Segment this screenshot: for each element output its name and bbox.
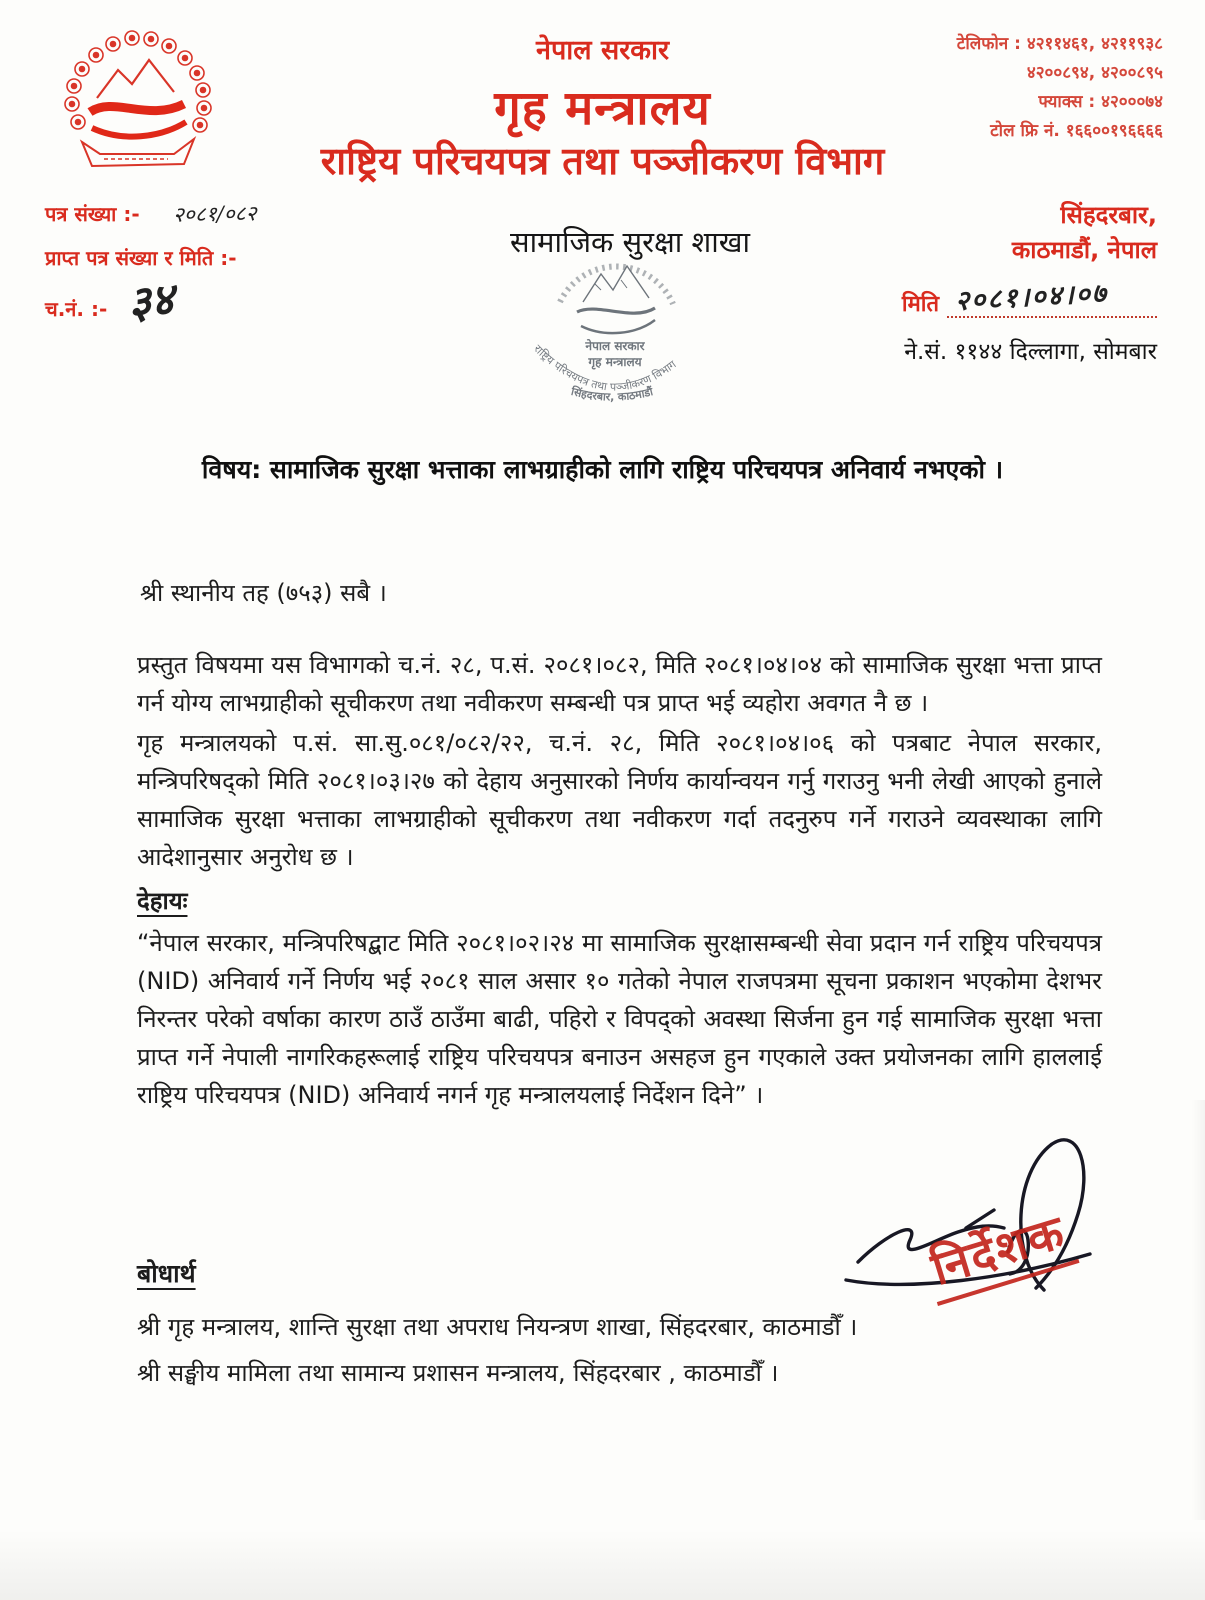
received-letter-label: प्राप्त पत्र संख्या र मिति :-: [45, 246, 237, 270]
letter-meta-left: [45, 192, 256, 331]
telephone-line: टेलिफोन : ४२११४६१, ४२११९३८: [956, 34, 1163, 54]
cc-block: [137, 1256, 857, 1396]
department-title: राष्ट्रिय परिचयपत्र तथा पञ्जीकरण विभाग: [320, 139, 885, 183]
tollfree-line: टोल फ्रि नं. १६६००१९६६६६: [990, 121, 1163, 141]
fax-line: फ्याक्स : ४२०००७४: [1038, 92, 1163, 112]
telephone-line-2: ४२००८९४, ४२००८९५: [1026, 63, 1163, 83]
section-title: सामाजिक सुरक्षा शाखा: [510, 225, 750, 259]
address-line-2: काठमाडौं, नेपाल: [1011, 236, 1157, 264]
cc-item: श्री गृह मन्त्रालय, शान्ति सुरक्षा तथा अपराध नियन्त्रण शाखा, सिंहदरबार, काठमाडौँ ।: [137, 1313, 858, 1341]
letter-body: [137, 646, 1102, 1116]
cc-heading: बोधार्थ: [137, 1259, 196, 1288]
subject-line: विषय: सामाजिक सुरक्षा भत्ताका लाभग्राहीको लागि राष्ट्रिय परिचयपत्र अनिवार्य नभएको ।: [201, 455, 1004, 484]
cc-item: श्री सङ्घीय मामिला तथा सामान्य प्रशासन मन्त्रालय, सिंहदरबार , काठमाडौँ ।: [137, 1359, 779, 1387]
letter-meta-right: [902, 198, 1157, 366]
seal-arc-text: राष्ट्रिय परिचयपत्र तथा पञ्जीकरण विभाग: [531, 342, 679, 394]
era-date-line: ने.सं. ११४४ दिल्लागा, सोमबार: [904, 339, 1157, 365]
details-heading: देहायः: [137, 887, 188, 915]
letter-number-label: पत्र संख्या :-: [45, 202, 140, 226]
body-paragraph-1: प्रस्तुत विषयमा यस विभागको च.नं. २८, प.सं. २०८१।०८२, मिति २०८१।०४।०४ को सामाजिक सुरक्षा भत्ता प्राप्त गर्न योग्य लाभग्राहीको सूचीकरण तथा नवीकरण सम्बन्धी पत्र प्राप्त भई व्यहोरा अवगत नै छ ।: [137, 651, 1102, 717]
director-stamp: निर्देशक: [918, 1198, 1080, 1306]
address-line-1: सिंहदरबार,: [1060, 201, 1157, 229]
government-title: नेपाल सरकार: [535, 35, 670, 66]
date-value: २०८१।०४।०७: [954, 278, 1109, 317]
body-paragraph-2: गृह मन्त्रालयको प.सं. सा.सु.०८१/०८२/२२, च.नं. २८, मिति २०८१।०४।०६ को पत्रबाट नेपाल सरकार, मन्त्रिपरिषद्को मिति २०८१।०३।२७ को देहाय अनुसारको निर्णय कार्यान्वयन गर्नु गराउनु भनी लेखी आएको हुनाले सामाजिक सुरक्षा भत्ताका लाभग्राहीको सूचीकरण तथा नवीकरण गर्दा तदनुरुप गर्ने गराउने व्यवस्थाका लागि आदेशानुसार अनुरोध छ ।: [137, 729, 1102, 871]
department-seal: [505, 250, 725, 420]
letter-number-value: २०८१/०८२: [172, 201, 257, 227]
dispatch-number-value: ३४: [125, 273, 177, 330]
date-label: मिति: [901, 292, 939, 317]
date-dotted-line: [947, 278, 1157, 318]
contact-block: [957, 30, 1163, 146]
seal-bottom-text: सिंहदरबार, काठमाडौं: [569, 384, 655, 404]
dispatch-number-label: च.नं. :-: [45, 297, 108, 321]
scan-bottom-shadow: [0, 1530, 1205, 1600]
seal-line-government: नेपाल सरकार: [585, 339, 645, 353]
seal-line-ministry: गृह मन्त्रालय: [588, 355, 642, 369]
body-quote-paragraph: “नेपाल सरकार, मन्त्रिपरिषद्बाट मिति २०८१।०२।२४ मा सामाजिक सुरक्षासम्बन्धी सेवा प्रदान गर्न राष्ट्रिय परिचयपत्र (NID) अनिवार्य गर्ने निर्णय भई २०८१ साल असार १० गतेको नेपाल राजपत्रमा सूचना प्रकाशन भएकोमा देशभर निरन्तर परेको वर्षाका कारण ठाउँ ठाउँमा बाढी, पहिरो र विपद्को अवस्था सिर्जना हुन गई सामाजिक सुरक्षा भत्ता प्राप्त गर्ने नेपाली नागरिकहरूलाई राष्ट्रिय परिचयपत्र बनाउन असहज हुन गएकाले उक्त प्रयोजनका लागि हाललाई राष्ट्रिय परिचयपत्र (NID) अनिवार्य नगर्न गृह मन्त्रालयलाई निर्देशन दिने” ।: [137, 929, 1102, 1109]
ministry-title: गृह मन्त्रालय: [494, 81, 711, 136]
salutation: श्री स्थानीय तह (७५३) सबै ।: [140, 579, 387, 607]
scan-edge-shadow: [1191, 1100, 1205, 1520]
